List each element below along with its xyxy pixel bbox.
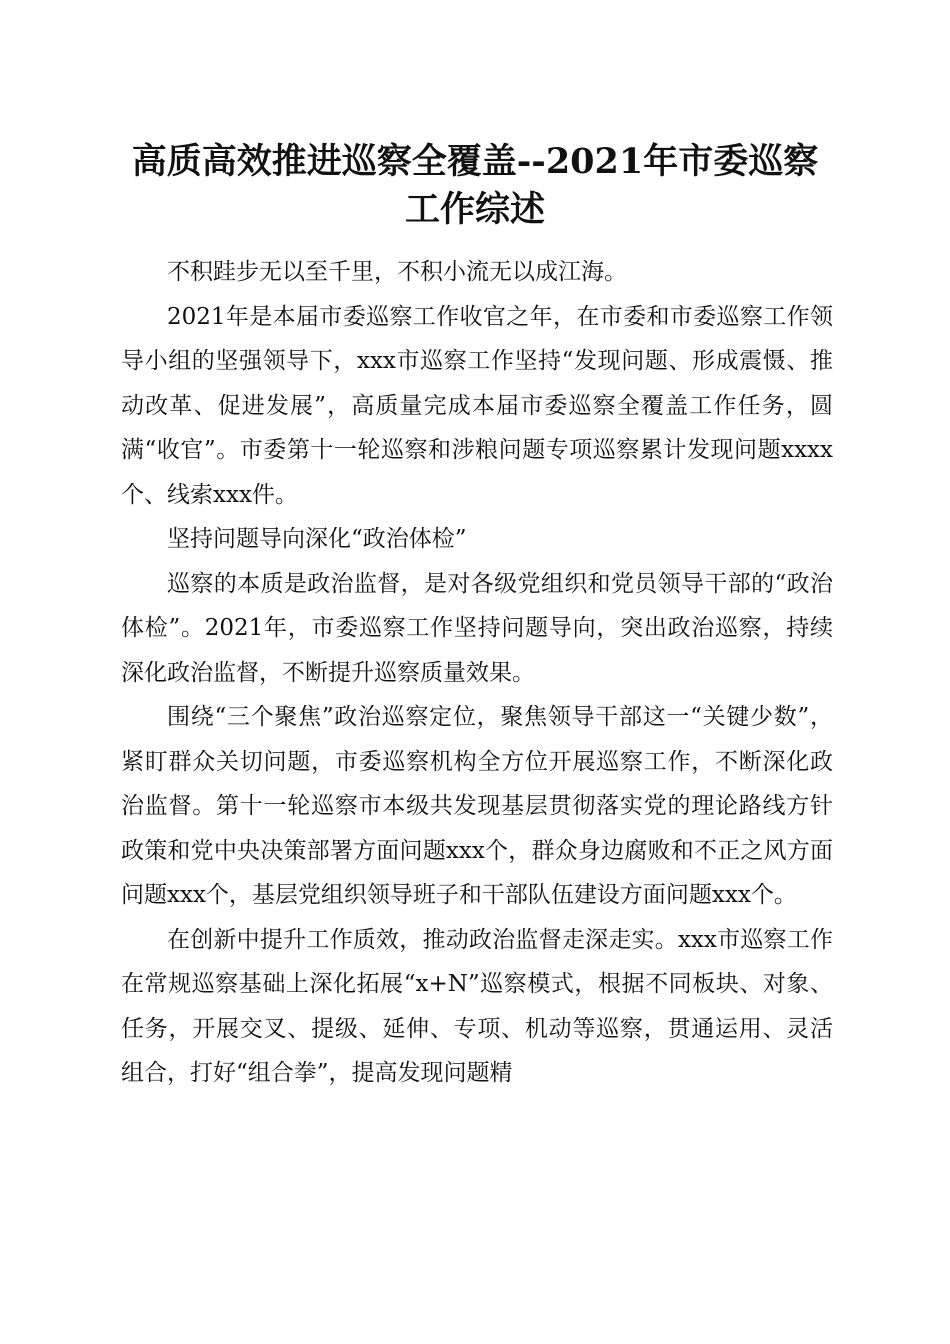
paragraph-three-focuses: 围绕“三个聚焦”政治巡察定位，聚焦领导干部这一“关键少数”，紧盯群众关切问题，市委巡察机构全方位开展巡察工作，不断深化政治监督。第十一轮巡察市本级共发现基层贯彻落实党的理论路线方针政策和党中央决策部署方面问题xxx个，群众身边腐败和不正之风方面问题xxx个，基层党组织领导班子和干部队伍建设方面问题xxx个。	[121, 704, 833, 908]
paragraph-opening-quote: 不积跬步无以至千里，不积小流无以成江海。	[167, 259, 627, 285]
title-line-2: 工作综述	[404, 189, 545, 230]
document-title	[100, 138, 850, 234]
title-line-1: 高质高效推进巡察全覆盖--2021年市委巡察	[131, 141, 819, 182]
document-body	[121, 250, 833, 1096]
section-heading: 坚持问题导向深化“政治体检”	[167, 526, 467, 552]
paragraph-innovation: 在创新中提升工作质效，推动政治监督走深走实。xxx市巡察工作在常规巡察基础上深化拓展“x+N”巡察模式，根据不同板块、对象、任务，开展交叉、提级、延伸、专项、机动等巡察，贯通运用、灵活组合，打好“组合拳”，提高发现问题精	[121, 926, 833, 1086]
paragraph-political-inspection: 巡察的本质是政治监督，是对各级党组织和党员领导干部的“政治体检”。2021年，市委巡察工作坚持问题导向，突出政治巡察，持续深化政治监督，不断提升巡察质量效果。	[121, 570, 833, 686]
paragraph-summary: 2021年是本届市委巡察工作收官之年，在市委和市委巡察工作领导小组的坚强领导下，xxx市巡察工作坚持“发现问题、形成震慑、推动改革、促进发展”，高质量完成本届市委巡察全覆盖工作任务，圆满“收官”。市委第十一轮巡察和涉粮问题专项巡察累计发现问题xxxx个、线索xxx件。	[121, 303, 833, 508]
